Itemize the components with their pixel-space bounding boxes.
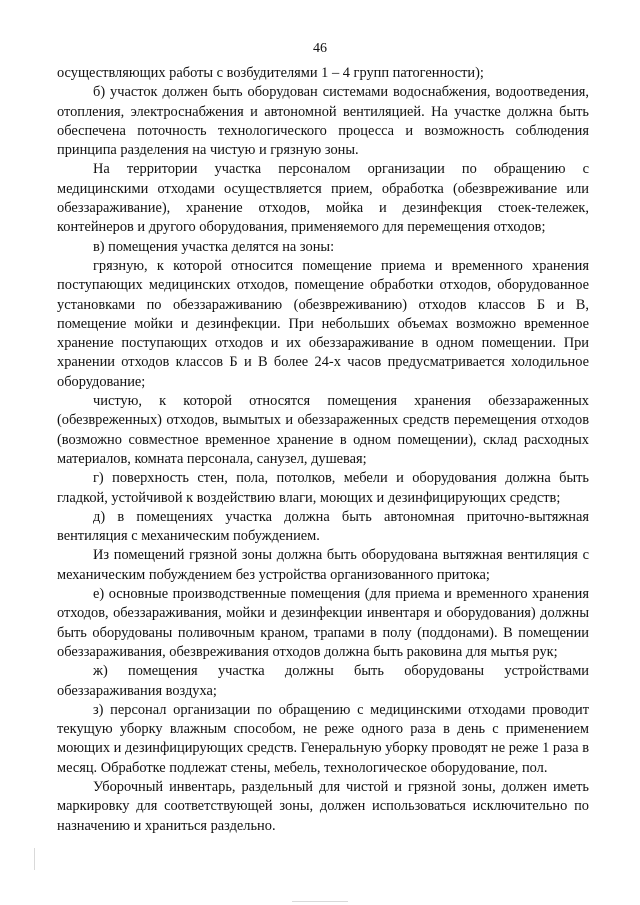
paragraph-z-section: з) персонал организации по обращению с медицинскими отходами проводит текущую уборку влажным способом, не реже одного раза в день с применением моющих и дезинфицирующих средств. Генеральную уборку проводят не реже 1 раза в месяц. Обработке подлежат стены, мебель, технологическое оборудование, пол.	[57, 701, 589, 776]
paragraph-b-section: б) участок должен быть оборудован системами водоснабжения, водоотведения, отопления, электроснабжения и автономной вентиляцией. На участке должна быть обеспечена поточность технологического процесса и возможность соблюдения принципа разделения на чистую и грязную зоны.	[57, 84, 589, 159]
paragraph-territory: На территории участка персоналом организации по обращению с медицинскими отходами осуществляется прием, обработка (обезвреживание или обеззараживание), хранение отходов, мойка и дезинфекция стоек-тележек, контейнеров и другого оборудования, применяемого для перемещения отходов;	[57, 161, 589, 236]
page-number: 46	[313, 41, 327, 56]
scan-mark-left	[34, 848, 35, 870]
paragraph-d-section: д) в помещениях участка должна быть автономная приточно-вытяжная вентиляция с механическим побуждением.	[57, 508, 589, 545]
paragraph-g-section: г) поверхность стен, пола, потолков, мебели и оборудования должна быть гладкой, устойчивой к воздействию влаги, моющих и дезинфицирующих средств;	[57, 470, 589, 506]
paragraph-v-section: в) помещения участка делятся на зоны:	[93, 238, 335, 255]
paragraph-dirty-zone: грязную, к которой относится помещение приема и временного хранения поступающих медицинских отходов, помещение обработки отходов, оборудованное установками по обеззараживанию (обезвреживанию) отходов классов Б и В, помещение мойки и дезинфекции. При небольших объемах возможно временное хранение поступающих отходов и их обеззараживание в одном помещении. При хранении отходов классов Б и В более 24-х часов предусматривается холодильное оборудование;	[57, 257, 589, 390]
paragraph-e-section: е) основные производственные помещения (для приема и временного хранения отходов, обеззараживания, мойки и дезинфекции инвентаря и оборудования) должны быть оборудованы поливочным краном, трапами в полу (поддонами). В помещении обеззараживания, обезвреживания отходов должна быть раковина для мытья рук;	[57, 586, 589, 660]
paragraph-zh-section: ж) помещения участка должны быть оборудованы устройствами обеззараживания воздуха;	[57, 663, 589, 699]
paragraph-cleaning-equipment: Уборочный инвентарь, раздельный для чистой и грязной зоны, должен иметь маркировку для соответствующей зоны, должен использоваться исключительно по назначению и храниться раздельно.	[57, 778, 589, 834]
paragraph-clean-zone: чистую, к которой относятся помещения хранения обеззараженных (обезвреженных) отходов, вымытых и обеззараженных средств перемещения отходов (возможно совместное временное хранение в одном помещении), склад расходных материалов, комната персонала, санузел, душевая;	[57, 393, 589, 467]
paragraph-exhaust-ventilation: Из помещений грязной зоны должна быть оборудована вытяжная вентиляция с механическим побуждением без устройства организованного притока;	[57, 547, 589, 583]
scan-mark-bottom	[292, 901, 348, 902]
paragraph-continuation: осуществляющих работы с возбудителями 1 – 4 групп патогенности);	[57, 65, 484, 81]
document-body	[57, 64, 589, 836]
